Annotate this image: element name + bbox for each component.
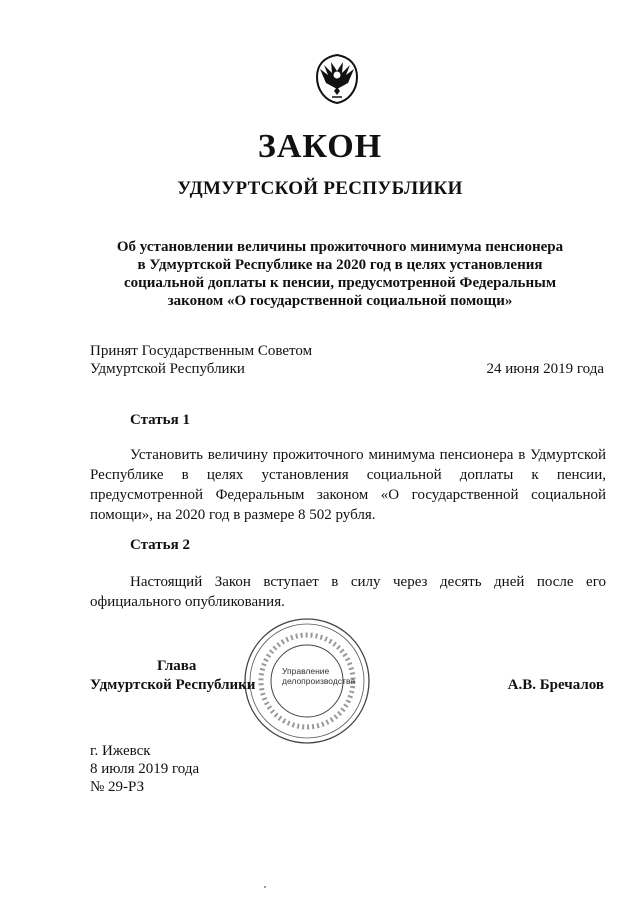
article-1-title: Статья 1	[130, 412, 190, 428]
stamp-line-1: Управление	[282, 666, 330, 676]
stamp-line-2: делопроизводства	[282, 676, 356, 686]
scan-speck	[264, 886, 266, 888]
law-heading	[90, 238, 590, 310]
signatory-title-line-2: Удмуртской Республики	[90, 677, 256, 693]
footer-date: 8 июля 2019 года	[90, 761, 200, 777]
document-footer	[90, 742, 199, 796]
article-1-line: предусмотренной Федеральным законом «О государственной социальной	[90, 487, 606, 503]
document-title: ЗАКОН	[257, 128, 383, 165]
law-heading-line: Об установлении величины прожиточного минимума пенсионера	[116, 239, 564, 255]
law-heading-line: законом «О государственной социальной помощи»	[167, 293, 513, 309]
adoption-line-2: Удмуртской Республики	[90, 361, 245, 377]
law-heading-line: в Удмуртской Республике на 2020 год в целях установления	[137, 257, 543, 273]
coat-of-arms-icon	[314, 53, 360, 105]
stamp-inner-text	[282, 666, 355, 686]
article-1-line: Установить величину прожиточного минимума пенсионера в Удмуртской	[130, 447, 606, 463]
article-1-text	[90, 445, 606, 525]
article-1-line: Республике в целях установления социальной доплаты к пенсии,	[90, 467, 606, 483]
article-2-line: официального опубликования.	[90, 594, 285, 610]
article-2-line: Настоящий Закон вступает в силу через десять дней после его	[130, 574, 606, 590]
signatory-title-line-1: Глава	[157, 658, 197, 674]
adoption-line-1: Принят Государственным Советом	[90, 343, 313, 359]
article-2-title: Статья 2	[130, 537, 190, 553]
document-subtitle: УДМУРТСКОЙ РЕСПУБЛИКИ	[177, 178, 463, 199]
article-1-line: помощи», на 2020 год в размере 8 502 рубля.	[90, 507, 376, 523]
adoption-date: 24 июня 2019 года	[486, 361, 604, 377]
law-heading-line: социальной доплаты к пенсии, предусмотренной Федеральным	[123, 275, 557, 291]
footer-number: № 29-РЗ	[90, 779, 145, 795]
signatory-name: А.В. Бречалов	[507, 677, 604, 693]
article-2-text	[90, 572, 606, 612]
footer-city: г. Ижевск	[90, 743, 151, 759]
